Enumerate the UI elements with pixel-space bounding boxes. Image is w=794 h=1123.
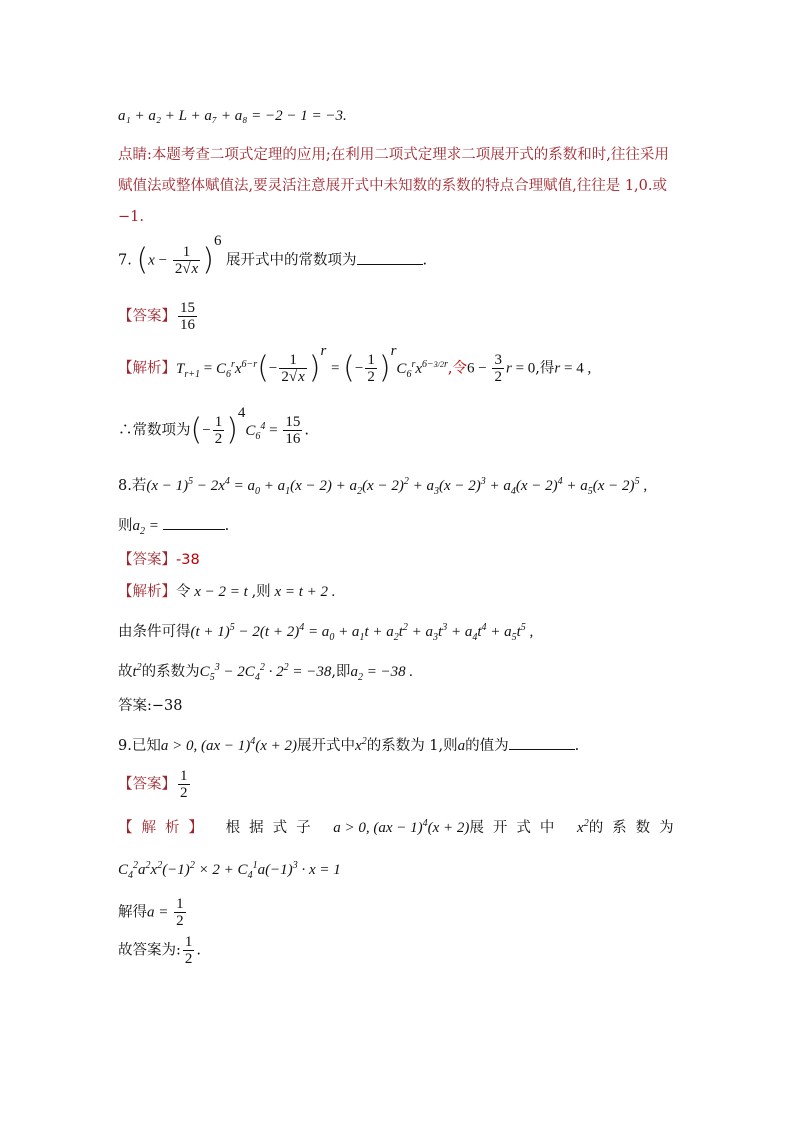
- q9-text4: 的值为: [465, 738, 509, 754]
- q8-jiexi-label: 【解析】: [118, 584, 176, 600]
- frac-6: [283, 414, 302, 447]
- answer-den: 16: [180, 317, 195, 333]
- dianjing-line-1: [118, 145, 669, 165]
- r-var: r: [554, 360, 561, 377]
- sum-result-line: a₁ + a₂ + L + a₇ + a₈ = −2 − 1 = −3.: [118, 108, 347, 124]
- q7-text: 展开式中的常数项为: [226, 252, 357, 269]
- q8-answer-label: 【答案】: [118, 552, 176, 568]
- q8-blank: [163, 515, 225, 530]
- q9-equation: [118, 856, 341, 886]
- frac-num: 1: [173, 244, 200, 261]
- q9-eq: $C_4^2a^2x^2(-1)^2 \times 2 + C_4^1a(-1)^3 \cdot x = 1$: [118, 860, 341, 881]
- frac-den-2: 2√x: [281, 369, 305, 385]
- q9-x2: $x^2$: [355, 736, 367, 754]
- equals-3: =: [265, 422, 282, 439]
- q9-jiexi: [118, 814, 683, 838]
- q9-final-frac: [183, 934, 195, 967]
- question-7: [118, 232, 428, 278]
- q8-sub-1: x − 2 = t: [190, 584, 252, 600]
- final-num: 1: [184, 934, 193, 950]
- frac-num-2: 1: [279, 352, 306, 369]
- frac-num-3: 1: [367, 352, 375, 368]
- minus-2: −: [268, 360, 278, 377]
- q9-number: 9.: [118, 738, 132, 754]
- q8-t2: $t^2$: [132, 662, 142, 680]
- question-8: [118, 472, 647, 502]
- question-9: [118, 732, 579, 756]
- frac-den-3: 2: [367, 369, 375, 385]
- solve-num: 1: [176, 896, 184, 912]
- frac-num-4: 3: [494, 352, 502, 368]
- frac-den-5: 2: [214, 431, 223, 447]
- q8-jiexi: [118, 582, 336, 602]
- q8-coef-then: ,即: [331, 664, 351, 680]
- q8-coef-eq: $C_5^3 - 2C_4^2 \cdot 2^2 = -38$: [199, 662, 332, 683]
- frac-den: 2√x: [174, 261, 199, 277]
- q7-conclusion: [118, 404, 309, 448]
- q8-final: 答案:−38: [118, 698, 183, 714]
- minus-3: −: [354, 360, 364, 377]
- q7-end: .: [422, 252, 428, 269]
- paren-l4: (: [190, 412, 203, 448]
- q7-conclusion-prefix: ∴常数项为: [118, 422, 191, 439]
- q9-a: a: [457, 738, 466, 754]
- frac-num-6: 15: [285, 414, 301, 430]
- paren-r4: ): [226, 412, 238, 448]
- q8-sub-2: x = t + 2 .: [270, 584, 336, 600]
- paren-r3: ): [378, 350, 391, 386]
- q9-end: .: [574, 738, 580, 754]
- q8-a2: $a_2$ =: [132, 518, 163, 537]
- formula-term: $T_{r+1}$: [176, 360, 200, 380]
- q7-answer-fraction: [178, 300, 197, 333]
- q9-solve-prefix: 解得: [118, 904, 147, 921]
- minus-sign: −: [154, 252, 171, 269]
- q9-jiexi-x2: $x^2$: [577, 818, 589, 836]
- q7-jiexi: [118, 342, 592, 386]
- exp-4: 4: [237, 404, 246, 421]
- q9-cond: a > 0, (ax − 1)$^4$(x + 2): [160, 736, 298, 754]
- eq-four: = 4 ,: [560, 360, 592, 377]
- question-8-line2: [118, 515, 229, 542]
- q7-conclusion-end: .: [304, 422, 309, 439]
- q7-answer: [118, 300, 199, 333]
- frac-2: [279, 352, 306, 385]
- eq-zero: = 0: [511, 360, 536, 377]
- q8-coef-prefix: 故: [118, 664, 133, 680]
- q8-then: 则: [118, 518, 133, 534]
- q7-de: ,得: [535, 360, 555, 377]
- q9-solve-frac: [174, 896, 186, 929]
- dianjing-text-1: 本题考查二项式定理的应用;在利用二项式定理求二项展开式的系数和时,往往采用: [151, 147, 669, 163]
- equals-2: =: [330, 360, 344, 377]
- frac-num-5: 1: [214, 414, 223, 430]
- exponent: 6: [213, 232, 222, 249]
- q9-answer-label: 【答案】: [118, 776, 176, 793]
- q7-answer-label: 【答案】: [118, 308, 176, 325]
- q7-jiexi-label: 【解析】: [118, 360, 176, 377]
- q9-answer-fraction: [178, 768, 190, 801]
- equals: =: [199, 360, 216, 377]
- q7-fraction: [173, 244, 200, 277]
- q9-text1: 已知: [131, 738, 161, 754]
- q8-condition: [118, 618, 533, 648]
- q9-answer: [118, 768, 192, 801]
- q8-ze: ,则: [251, 584, 271, 600]
- q8-answer-value: -38: [176, 552, 200, 568]
- comb-2: $C_6^rx^{6-3/2r}$: [396, 358, 448, 380]
- six: 6 −: [467, 360, 491, 377]
- q8-equation: $(x - 1)^5 - 2x^4 = a_0 + a_1(x - 2) + a_2(x - 2)^2 + a_3(x - 2)^3 + a_4(x - 2)^4 + a_5(x - 2)^5$ ,: [146, 476, 648, 497]
- comb-3: $C_6^4$: [245, 420, 266, 442]
- q8-cond-prefix: 由条件可得: [118, 624, 191, 640]
- q9-text2: 展开式中: [297, 738, 356, 754]
- paren-right: ): [202, 242, 214, 278]
- answer-num: 15: [180, 300, 195, 316]
- q9-jiexi-words1: 根据式子: [225, 820, 320, 836]
- dianjing-label: 点睛:: [118, 147, 152, 163]
- exp-r: r: [320, 342, 327, 359]
- q9-jiexi-cond: a > 0, (ax − 1)$^4$(x + 2): [333, 818, 470, 836]
- q8-answer: [118, 550, 200, 570]
- q8-ling: 令: [176, 584, 191, 600]
- q8-a2-result: $a_2 = -38$ .: [350, 664, 414, 683]
- q8-end: .: [224, 518, 230, 534]
- q9-solve-a: a =: [147, 904, 173, 921]
- q9-jiexi-words3: 的系数为: [588, 820, 683, 836]
- dianjing-line-3: −1.: [118, 209, 144, 225]
- exp-r-2: r: [390, 342, 397, 359]
- minus-4: −: [202, 422, 211, 439]
- q9-solve: [118, 896, 188, 929]
- q8-coefficient: [118, 658, 413, 688]
- q9-answer-den: 2: [180, 785, 188, 801]
- q7-number: 7.: [118, 252, 132, 269]
- final-dot: .: [196, 942, 201, 959]
- dianjing-line-2: 赋值法或整体赋值法,要灵活注意展开式中未知数的系数的特点合理赋值,往往是 1,0.或: [118, 178, 667, 194]
- frac-den-4: 2: [494, 369, 502, 385]
- solve-den: 2: [176, 913, 184, 929]
- q7-x: x: [148, 252, 155, 269]
- paren-l2: (: [257, 350, 269, 386]
- paren-r2: ): [308, 350, 321, 386]
- frac-3: [365, 352, 377, 385]
- q8-number: 8.: [118, 478, 132, 494]
- q9-answer-num: 1: [180, 768, 188, 784]
- frac-den-6: 16: [285, 431, 301, 447]
- q8-ruo: 若: [131, 478, 147, 494]
- paren-l3: (: [343, 350, 355, 386]
- frac-5: [213, 414, 225, 447]
- formula-comb: $C_6^rx^{6-r}$: [215, 358, 258, 380]
- q9-text3: 的系数为 1,则: [366, 738, 458, 754]
- q7-ling: ,令: [447, 360, 468, 377]
- frac-4: [492, 352, 504, 385]
- q9-blank: [509, 735, 575, 750]
- q9-final-prefix: 故答案为:: [118, 942, 181, 959]
- q8-cond-eq: $(t + 1)^5 - 2(t + 2)^4 = a_0 + a_1t + a_2t^2 + a_3t^3 + a_4t^4 + a_5t^5$ ,: [190, 622, 534, 643]
- q9-final: [118, 934, 201, 967]
- q9-jiexi-words2: 展开式中: [469, 820, 564, 836]
- q8-coef-mid: 的系数为: [141, 664, 200, 680]
- q9-jiexi-label: 【解析】: [118, 820, 212, 836]
- r-eq-0: r: [505, 360, 512, 377]
- final-den: 2: [184, 951, 193, 967]
- paren-left: (: [136, 242, 149, 278]
- q7-blank: [357, 250, 423, 265]
